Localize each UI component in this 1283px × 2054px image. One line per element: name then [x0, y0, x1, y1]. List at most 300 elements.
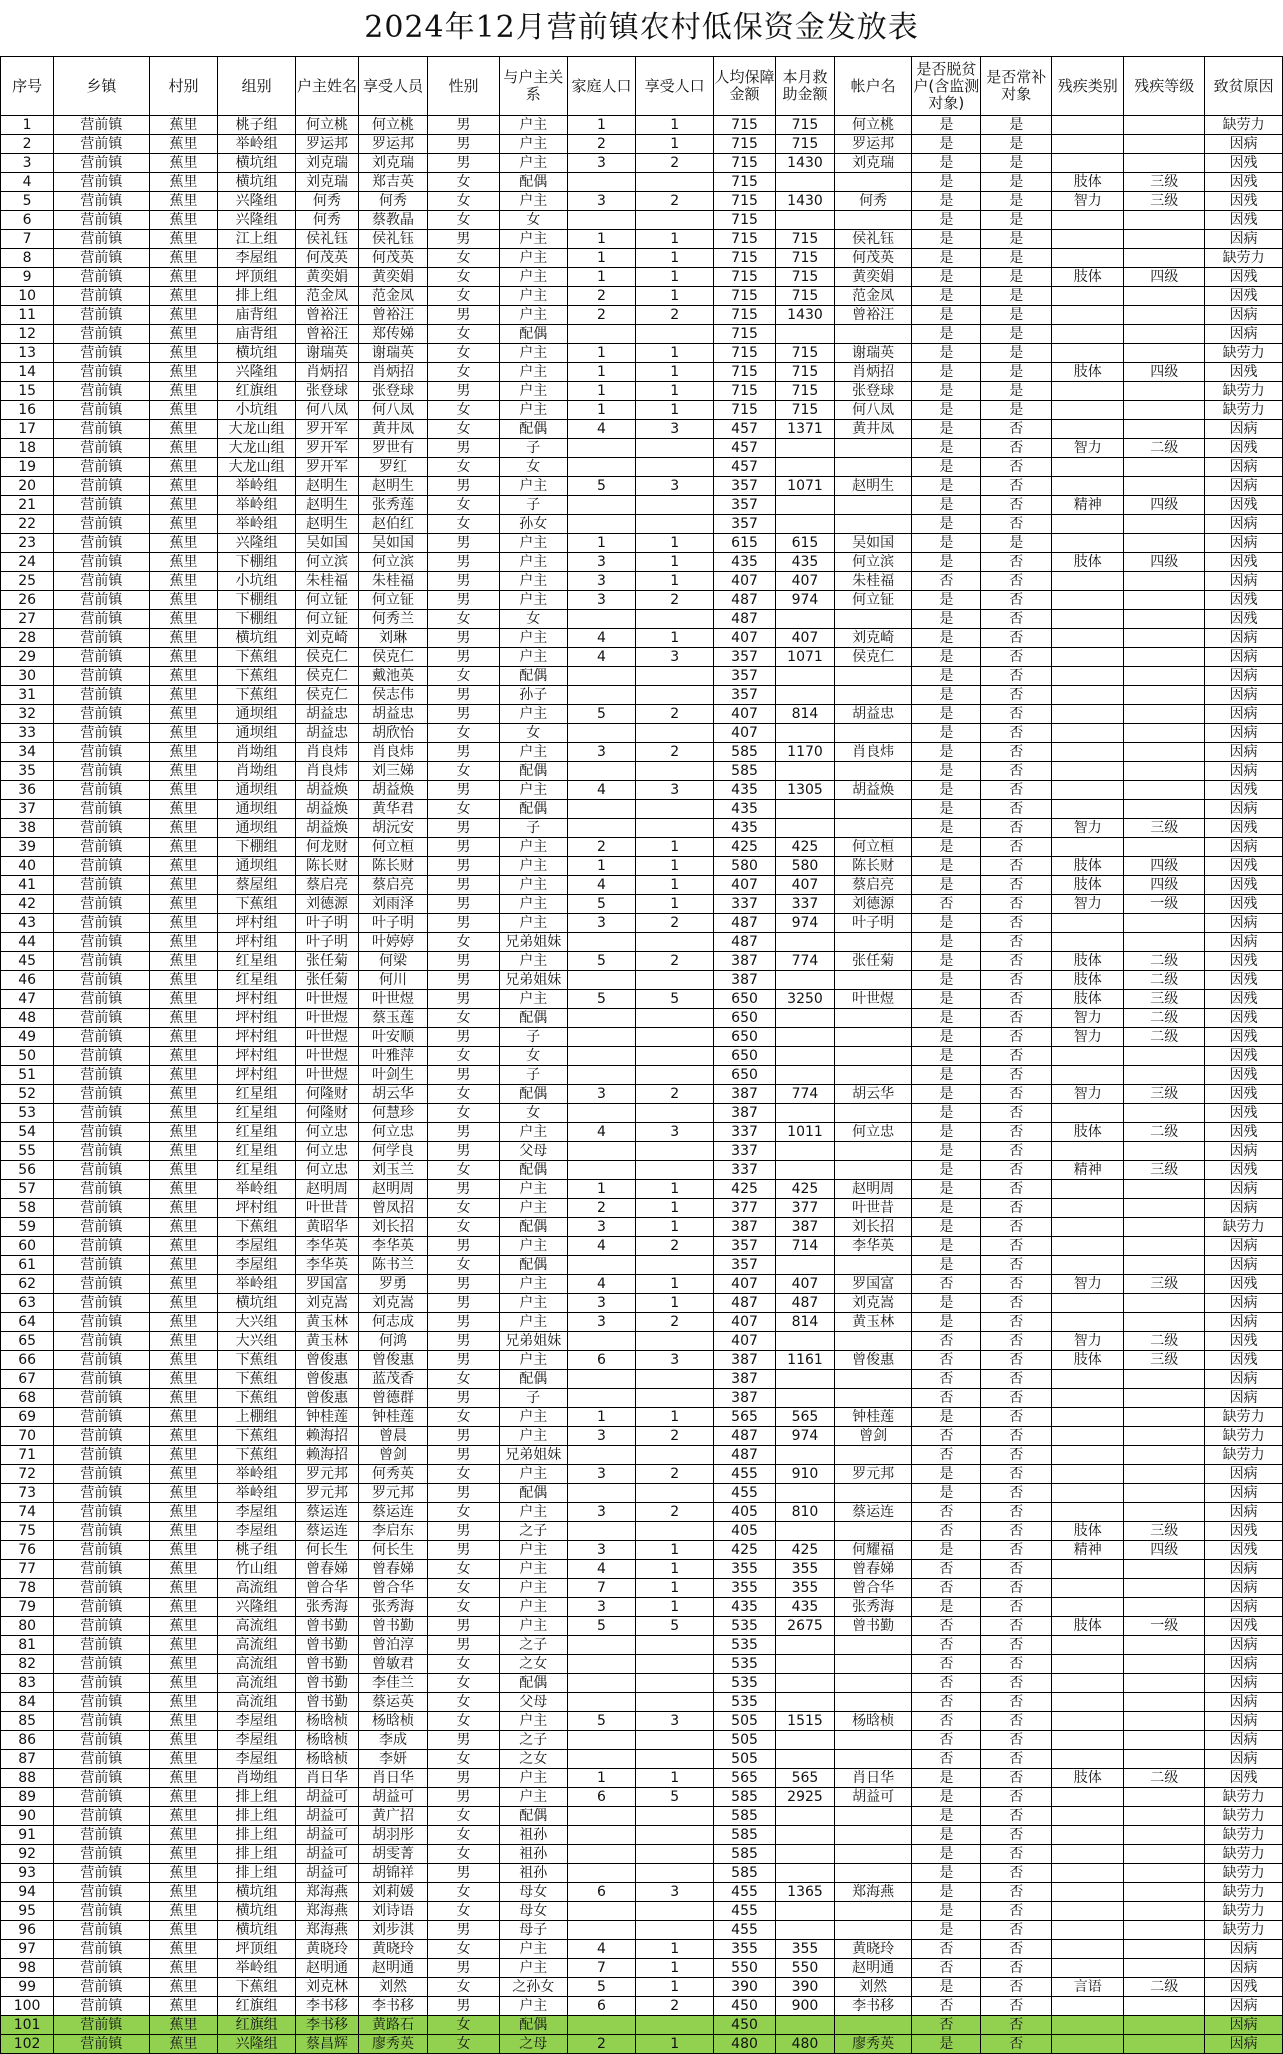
cell-village: 蕉里: [149, 1788, 218, 1807]
cell-beneficiary: 刘诗语: [359, 1902, 428, 1921]
cell-family-size: 1: [567, 401, 636, 420]
table-row: [1, 192, 1283, 211]
cell-gender: 女: [427, 1978, 499, 1997]
cell-monthly-amount: 1515: [776, 1712, 835, 1731]
cell-monthly-amount: [776, 1028, 835, 1047]
cell-village: 蕉里: [149, 382, 218, 401]
cell-account-name: [834, 1484, 912, 1503]
cell-family-size: 1: [567, 116, 636, 135]
cell-family-size: 5: [567, 1712, 636, 1731]
cell-account-name: 何八凤: [834, 401, 912, 420]
cell-village: 蕉里: [149, 648, 218, 667]
cell-regular-subsidy: 否: [981, 1712, 1052, 1731]
cell-householder: 叶世煜: [295, 1028, 358, 1047]
cell-regular-subsidy: 否: [981, 1902, 1052, 1921]
cell-poverty-status: 是: [912, 116, 981, 135]
cell-village: 蕉里: [149, 1199, 218, 1218]
cell-group: 横坑组: [218, 1902, 296, 1921]
cell-householder: 侯克仁: [295, 686, 358, 705]
cell-disability-level: [1124, 1446, 1205, 1465]
table-row: [1, 857, 1283, 876]
cell-per-capita-amount: 337: [714, 895, 776, 914]
table-row: [1, 952, 1283, 971]
cell-monthly-amount: 715: [776, 268, 835, 287]
cell-family-size: 2: [567, 135, 636, 154]
cell-disability-type: [1052, 1845, 1124, 1864]
cell-disability-level: 四级: [1124, 876, 1205, 895]
cell-disability-level: [1124, 1313, 1205, 1332]
cell-disability-level: 三级: [1124, 192, 1205, 211]
table-row: [1, 1560, 1283, 1579]
cell-poverty-status: 是: [912, 477, 981, 496]
cell-relation: 子: [499, 1028, 567, 1047]
cell-township: 营前镇: [54, 1351, 149, 1370]
cell-group: 小坑组: [218, 401, 296, 420]
table-row: [1, 876, 1283, 895]
cell-gender: 女: [427, 173, 499, 192]
cell-beneficiary: 何立钲: [359, 591, 428, 610]
cell-poverty-status: 是: [912, 249, 981, 268]
cell-gender: 男: [427, 572, 499, 591]
cell-relation: 户主: [499, 268, 567, 287]
cell-gender: 男: [427, 743, 499, 762]
cell-beneficiary: 李启东: [359, 1522, 428, 1541]
cell-beneficiary: 曾晨: [359, 1427, 428, 1446]
cell-poverty-cause: 因病: [1205, 1237, 1283, 1256]
cell-monthly-amount: 810: [776, 1503, 835, 1522]
cell-seq: 43: [1, 914, 54, 933]
cell-disability-level: [1124, 1921, 1205, 1940]
cell-monthly-amount: 425: [776, 1180, 835, 1199]
cell-beneficiary: 罗世有: [359, 439, 428, 458]
cell-account-name: [834, 1332, 912, 1351]
cell-gender: 男: [427, 1389, 499, 1408]
cell-regular-subsidy: 否: [981, 1826, 1052, 1845]
cell-poverty-status: 是: [912, 1142, 981, 1161]
cell-group: 李屋组: [218, 1256, 296, 1275]
cell-regular-subsidy: 否: [981, 420, 1052, 439]
cell-relation: 户主: [499, 401, 567, 420]
cell-poverty-cause: 缺劳力: [1205, 1826, 1283, 1845]
cell-monthly-amount: [776, 1674, 835, 1693]
cell-township: 营前镇: [54, 1617, 149, 1636]
cell-householder: 罗开军: [295, 458, 358, 477]
cell-disability-level: 二级: [1124, 1123, 1205, 1142]
cell-family-size: [567, 1332, 636, 1351]
cell-village: 蕉里: [149, 1028, 218, 1047]
table-row: [1, 724, 1283, 743]
cell-relation: 户主: [499, 1294, 567, 1313]
cell-beneficiary: 何秀: [359, 192, 428, 211]
cell-village: 蕉里: [149, 610, 218, 629]
cell-monthly-amount: 387: [776, 1218, 835, 1237]
cell-regular-subsidy: 否: [981, 705, 1052, 724]
cell-householder: 杨晗桢: [295, 1712, 358, 1731]
cell-disability-type: [1052, 762, 1124, 781]
table-row: [1, 1541, 1283, 1560]
cell-beneficiary: 赵伯红: [359, 515, 428, 534]
cell-township: 营前镇: [54, 1826, 149, 1845]
cell-beneficiary-count: [636, 1009, 714, 1028]
cell-per-capita-amount: 435: [714, 800, 776, 819]
cell-beneficiary: 侯克仁: [359, 648, 428, 667]
cell-poverty-cause: 因病: [1205, 1750, 1283, 1769]
cell-beneficiary-count: 1: [636, 116, 714, 135]
cell-disability-type: [1052, 1598, 1124, 1617]
cell-disability-type: [1052, 1256, 1124, 1275]
cell-gender: 女: [427, 192, 499, 211]
cell-poverty-cause: 缺劳力: [1205, 116, 1283, 135]
cell-monthly-amount: 974: [776, 914, 835, 933]
cell-beneficiary: 蔡运连: [359, 1503, 428, 1522]
cell-disability-level: [1124, 781, 1205, 800]
cell-family-size: 3: [567, 1313, 636, 1332]
cell-regular-subsidy: 是: [981, 363, 1052, 382]
cell-beneficiary-count: [636, 2016, 714, 2035]
cell-monthly-amount: 355: [776, 1560, 835, 1579]
cell-monthly-amount: [776, 1826, 835, 1845]
cell-beneficiary: 戴池英: [359, 667, 428, 686]
cell-group: 李屋组: [218, 1731, 296, 1750]
cell-poverty-cause: 缺劳力: [1205, 1921, 1283, 1940]
cell-township: 营前镇: [54, 952, 149, 971]
cell-account-name: 谢瑞英: [834, 344, 912, 363]
table-row: [1, 800, 1283, 819]
cell-per-capita-amount: 550: [714, 1959, 776, 1978]
cell-relation: 户主: [499, 287, 567, 306]
cell-township: 营前镇: [54, 1788, 149, 1807]
cell-group: 通坝组: [218, 724, 296, 743]
cell-village: 蕉里: [149, 1617, 218, 1636]
cell-poverty-cause: 因残: [1205, 591, 1283, 610]
cell-beneficiary-count: 2: [636, 914, 714, 933]
cell-disability-type: [1052, 648, 1124, 667]
cell-village: 蕉里: [149, 838, 218, 857]
cell-group: 红旗组: [218, 382, 296, 401]
cell-account-name: [834, 1446, 912, 1465]
cell-group: 庙背组: [218, 306, 296, 325]
cell-poverty-status: 是: [912, 154, 981, 173]
cell-beneficiary: 何长生: [359, 1541, 428, 1560]
cell-township: 营前镇: [54, 1465, 149, 1484]
cell-monthly-amount: 480: [776, 2035, 835, 2054]
cell-disability-type: [1052, 781, 1124, 800]
cell-account-name: 张秀海: [834, 1598, 912, 1617]
cell-disability-level: [1124, 610, 1205, 629]
cell-disability-type: [1052, 1807, 1124, 1826]
cell-township: 营前镇: [54, 230, 149, 249]
cell-per-capita-amount: 505: [714, 1712, 776, 1731]
cell-householder: 蔡运连: [295, 1522, 358, 1541]
cell-per-capita-amount: 435: [714, 1598, 776, 1617]
cell-monthly-amount: [776, 1484, 835, 1503]
cell-family-size: [567, 610, 636, 629]
cell-per-capita-amount: 425: [714, 1541, 776, 1560]
cell-regular-subsidy: 否: [981, 610, 1052, 629]
cell-per-capita-amount: 715: [714, 268, 776, 287]
cell-monthly-amount: [776, 1750, 835, 1769]
cell-regular-subsidy: 否: [981, 1066, 1052, 1085]
cell-relation: 户主: [499, 1427, 567, 1446]
cell-beneficiary: 叶安顺: [359, 1028, 428, 1047]
cell-regular-subsidy: 否: [981, 1693, 1052, 1712]
cell-disability-type: [1052, 477, 1124, 496]
cell-village: 蕉里: [149, 1123, 218, 1142]
cell-householder: 曾书勤: [295, 1655, 358, 1674]
cell-township: 营前镇: [54, 1085, 149, 1104]
cell-village: 蕉里: [149, 211, 218, 230]
cell-regular-subsidy: 否: [981, 952, 1052, 971]
cell-poverty-cause: 因残: [1205, 192, 1283, 211]
cell-relation: 户主: [499, 1940, 567, 1959]
cell-poverty-status: 是: [912, 1218, 981, 1237]
cell-poverty-cause: 因残: [1205, 268, 1283, 287]
cell-poverty-status: 是: [912, 268, 981, 287]
cell-family-size: [567, 971, 636, 990]
cell-regular-subsidy: 是: [981, 306, 1052, 325]
cell-township: 营前镇: [54, 382, 149, 401]
cell-gender: 男: [427, 1997, 499, 2016]
header-family-size: 家庭人口: [567, 57, 636, 116]
cell-seq: 77: [1, 1560, 54, 1579]
cell-householder: 赵明生: [295, 515, 358, 534]
cell-poverty-cause: 因病: [1205, 1370, 1283, 1389]
cell-account-name: 朱桂福: [834, 572, 912, 591]
cell-poverty-status: 是: [912, 496, 981, 515]
cell-beneficiary-count: 1: [636, 230, 714, 249]
cell-seq: 31: [1, 686, 54, 705]
cell-regular-subsidy: 否: [981, 572, 1052, 591]
cell-group: 排上组: [218, 1788, 296, 1807]
cell-beneficiary: 曾剑: [359, 1446, 428, 1465]
cell-beneficiary: 叶世煜: [359, 990, 428, 1009]
cell-regular-subsidy: 否: [981, 857, 1052, 876]
cell-poverty-cause: 因病: [1205, 1959, 1283, 1978]
cell-beneficiary: 黄广招: [359, 1807, 428, 1826]
cell-relation: 母女: [499, 1902, 567, 1921]
cell-disability-type: [1052, 1446, 1124, 1465]
cell-householder: 范金凤: [295, 287, 358, 306]
cell-group: 高流组: [218, 1636, 296, 1655]
cell-poverty-cause: 因病: [1205, 762, 1283, 781]
cell-group: 下棚组: [218, 610, 296, 629]
cell-monthly-amount: [776, 1693, 835, 1712]
cell-beneficiary: 何学良: [359, 1142, 428, 1161]
cell-village: 蕉里: [149, 1579, 218, 1598]
cell-account-name: 曾春娣: [834, 1560, 912, 1579]
cell-householder: 胡益可: [295, 1826, 358, 1845]
cell-beneficiary-count: 3: [636, 1351, 714, 1370]
cell-account-name: [834, 1693, 912, 1712]
cell-account-name: [834, 1142, 912, 1161]
cell-disability-type: [1052, 1313, 1124, 1332]
cell-disability-level: [1124, 800, 1205, 819]
cell-disability-type: [1052, 591, 1124, 610]
cell-beneficiary-count: 1: [636, 2035, 714, 2054]
cell-group: 横坑组: [218, 344, 296, 363]
cell-beneficiary-count: [636, 686, 714, 705]
cell-seq: 25: [1, 572, 54, 591]
cell-village: 蕉里: [149, 667, 218, 686]
cell-regular-subsidy: 否: [981, 1408, 1052, 1427]
cell-beneficiary-count: 2: [636, 192, 714, 211]
cell-township: 营前镇: [54, 135, 149, 154]
cell-poverty-cause: 缺劳力: [1205, 382, 1283, 401]
cell-relation: 户主: [499, 1541, 567, 1560]
cell-village: 蕉里: [149, 1104, 218, 1123]
cell-disability-type: [1052, 135, 1124, 154]
cell-village: 蕉里: [149, 1142, 218, 1161]
cell-disability-type: [1052, 1655, 1124, 1674]
cell-monthly-amount: [776, 1902, 835, 1921]
cell-monthly-amount: 1430: [776, 154, 835, 173]
cell-beneficiary-count: [636, 1142, 714, 1161]
cell-township: 营前镇: [54, 990, 149, 1009]
cell-poverty-status: 是: [912, 800, 981, 819]
cell-householder: 肖日华: [295, 1769, 358, 1788]
cell-per-capita-amount: 407: [714, 724, 776, 743]
table-row: [1, 1598, 1283, 1617]
cell-township: 营前镇: [54, 1009, 149, 1028]
cell-group: 红星组: [218, 952, 296, 971]
cell-gender: 男: [427, 629, 499, 648]
cell-beneficiary: 李华英: [359, 1237, 428, 1256]
cell-monthly-amount: 390: [776, 1978, 835, 1997]
cell-householder: 谢瑞英: [295, 344, 358, 363]
table-row: [1, 1465, 1283, 1484]
cell-householder: 曾裕汪: [295, 325, 358, 344]
cell-poverty-cause: 因残: [1205, 1085, 1283, 1104]
cell-disability-level: [1124, 420, 1205, 439]
cell-disability-level: [1124, 1712, 1205, 1731]
cell-family-size: 2: [567, 1199, 636, 1218]
cell-poverty-cause: 因残: [1205, 496, 1283, 515]
table-row: [1, 819, 1283, 838]
cell-disability-level: [1124, 648, 1205, 667]
cell-township: 营前镇: [54, 325, 149, 344]
cell-disability-type: [1052, 838, 1124, 857]
cell-regular-subsidy: 否: [981, 1370, 1052, 1389]
cell-relation: 配偶: [499, 1009, 567, 1028]
cell-householder: 胡益焕: [295, 781, 358, 800]
cell-disability-level: [1124, 1427, 1205, 1446]
cell-poverty-status: 否: [912, 1617, 981, 1636]
cell-poverty-cause: 因残: [1205, 781, 1283, 800]
cell-beneficiary-count: [636, 1750, 714, 1769]
cell-monthly-amount: 715: [776, 344, 835, 363]
cell-village: 蕉里: [149, 1427, 218, 1446]
cell-seq: 67: [1, 1370, 54, 1389]
cell-gender: 男: [427, 1066, 499, 1085]
header-township: 乡镇: [54, 57, 149, 116]
cell-disability-type: [1052, 458, 1124, 477]
cell-seq: 40: [1, 857, 54, 876]
cell-group: 江上组: [218, 230, 296, 249]
cell-disability-level: 三级: [1124, 173, 1205, 192]
cell-account-name: [834, 1902, 912, 1921]
cell-account-name: [834, 458, 912, 477]
cell-per-capita-amount: 487: [714, 610, 776, 629]
cell-householder: 曾书勤: [295, 1636, 358, 1655]
cell-relation: 户主: [499, 1351, 567, 1370]
cell-township: 营前镇: [54, 1864, 149, 1883]
cell-monthly-amount: 1305: [776, 781, 835, 800]
cell-poverty-status: 否: [912, 1959, 981, 1978]
cell-seq: 59: [1, 1218, 54, 1237]
cell-per-capita-amount: 480: [714, 2035, 776, 2054]
cell-regular-subsidy: 否: [981, 2035, 1052, 2054]
cell-beneficiary: 何秀英: [359, 1465, 428, 1484]
cell-regular-subsidy: 否: [981, 1085, 1052, 1104]
cell-monthly-amount: [776, 1009, 835, 1028]
cell-disability-type: [1052, 1503, 1124, 1522]
table-row: [1, 705, 1283, 724]
cell-beneficiary: 杨晗桢: [359, 1712, 428, 1731]
cell-per-capita-amount: 387: [714, 952, 776, 971]
cell-beneficiary-count: 2: [636, 1503, 714, 1522]
cell-disability-type: [1052, 1104, 1124, 1123]
cell-beneficiary: 黄井凤: [359, 420, 428, 439]
cell-relation: 孙子: [499, 686, 567, 705]
cell-regular-subsidy: 否: [981, 1959, 1052, 1978]
cell-poverty-status: 是: [912, 705, 981, 724]
cell-regular-subsidy: 是: [981, 116, 1052, 135]
cell-group: 通坝组: [218, 781, 296, 800]
cell-regular-subsidy: 否: [981, 1047, 1052, 1066]
cell-township: 营前镇: [54, 1123, 149, 1142]
cell-account-name: 罗运邦: [834, 135, 912, 154]
cell-group: 排上组: [218, 1807, 296, 1826]
cell-disability-level: 三级: [1124, 819, 1205, 838]
cell-per-capita-amount: 377: [714, 1199, 776, 1218]
cell-poverty-cause: 缺劳力: [1205, 1788, 1283, 1807]
cell-family-size: 3: [567, 1294, 636, 1313]
cell-poverty-cause: 因病: [1205, 1180, 1283, 1199]
cell-village: 蕉里: [149, 1161, 218, 1180]
cell-per-capita-amount: 425: [714, 1180, 776, 1199]
cell-beneficiary: 刘长招: [359, 1218, 428, 1237]
cell-poverty-status: 是: [912, 1313, 981, 1332]
cell-householder: 曾裕汪: [295, 306, 358, 325]
cell-beneficiary-count: 3: [636, 420, 714, 439]
cell-relation: 女: [499, 1047, 567, 1066]
cell-monthly-amount: 715: [776, 363, 835, 382]
cell-township: 营前镇: [54, 1636, 149, 1655]
cell-gender: 女: [427, 1199, 499, 1218]
cell-poverty-status: 是: [912, 610, 981, 629]
cell-seq: 81: [1, 1636, 54, 1655]
cell-account-name: 何秀: [834, 192, 912, 211]
cell-per-capita-amount: 715: [714, 154, 776, 173]
cell-family-size: 5: [567, 1978, 636, 1997]
cell-seq: 68: [1, 1389, 54, 1408]
cell-gender: 男: [427, 1522, 499, 1541]
cell-family-size: 1: [567, 1769, 636, 1788]
cell-per-capita-amount: 355: [714, 1579, 776, 1598]
table-row: [1, 1693, 1283, 1712]
cell-poverty-status: 是: [912, 1009, 981, 1028]
cell-poverty-cause: 因病: [1205, 838, 1283, 857]
cell-monthly-amount: [776, 1389, 835, 1408]
cell-beneficiary: 曾俊惠: [359, 1351, 428, 1370]
cell-regular-subsidy: 否: [981, 724, 1052, 743]
cell-disability-level: [1124, 1826, 1205, 1845]
cell-township: 营前镇: [54, 895, 149, 914]
cell-poverty-cause: 因残: [1205, 895, 1283, 914]
cell-family-size: 7: [567, 1959, 636, 1978]
cell-seq: 55: [1, 1142, 54, 1161]
cell-gender: 男: [427, 914, 499, 933]
